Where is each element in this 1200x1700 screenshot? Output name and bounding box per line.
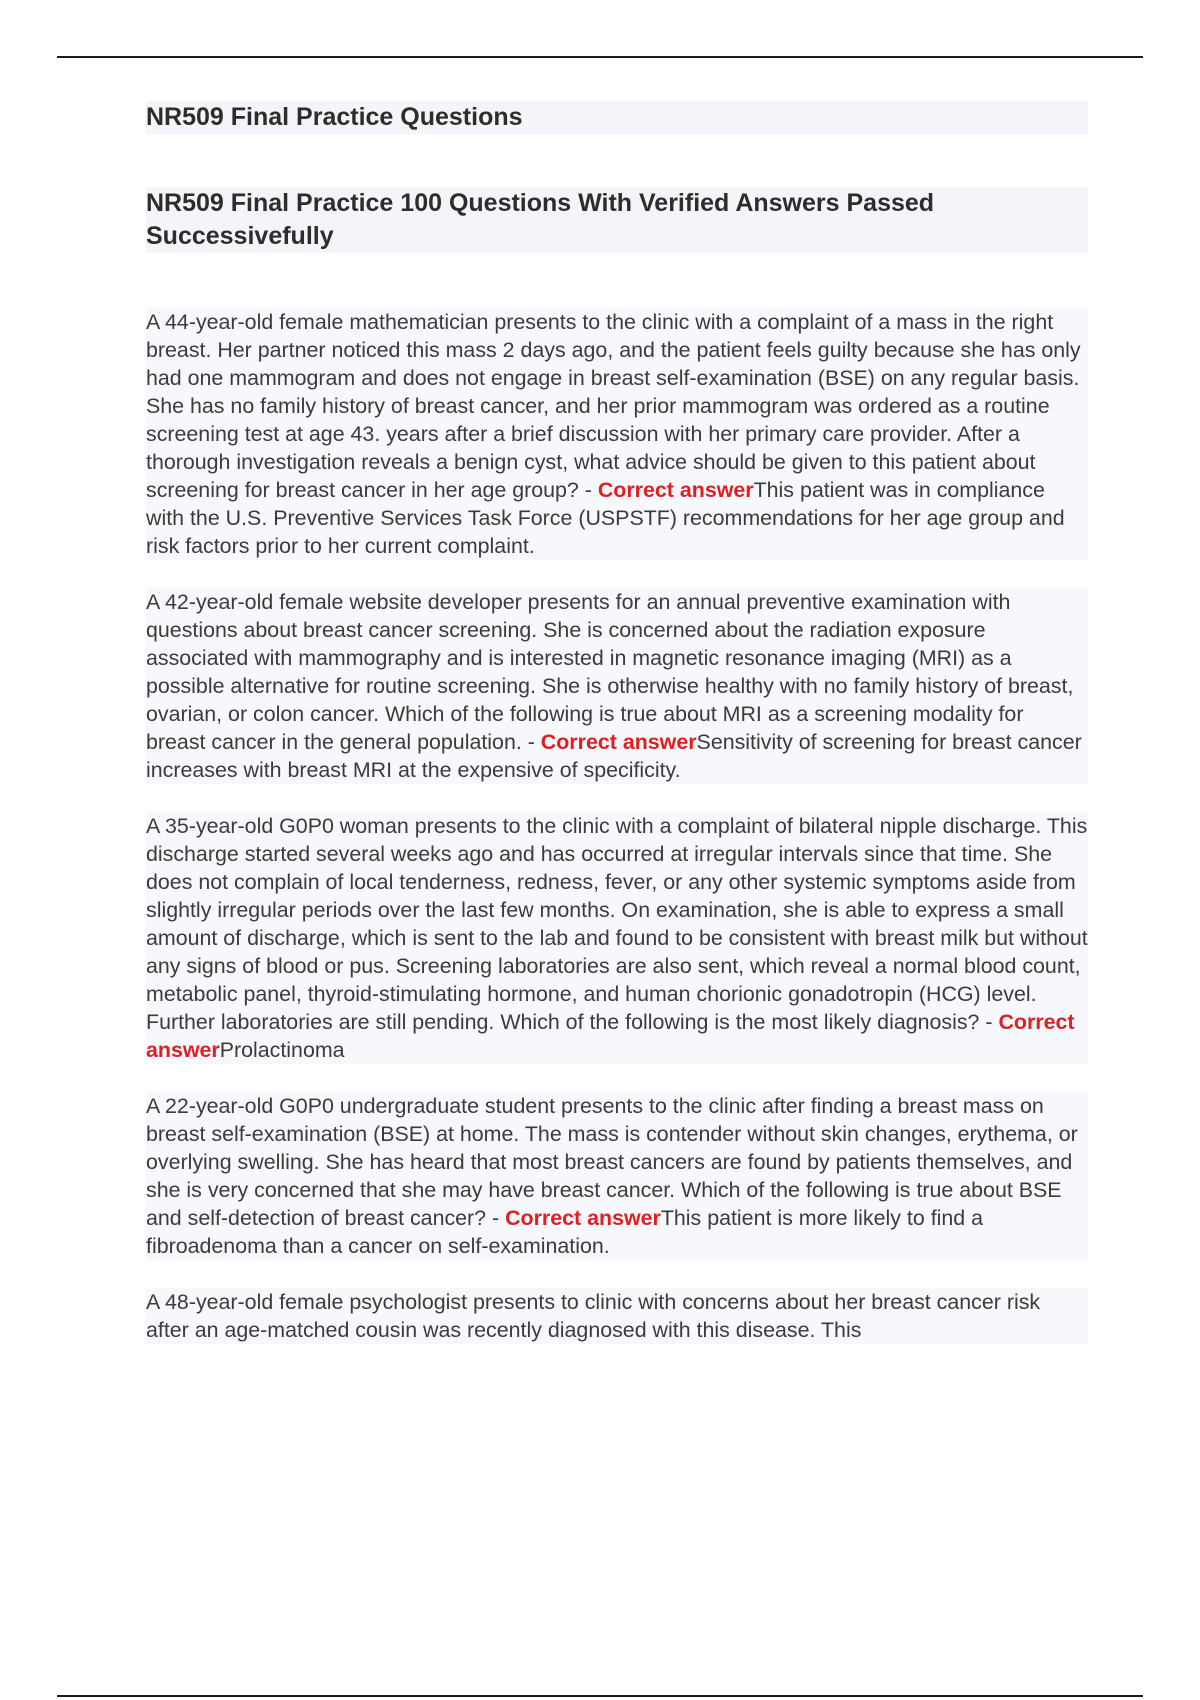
footer-rule (57, 1695, 1143, 1697)
question-list (146, 308, 1088, 1344)
question-item (146, 588, 1088, 784)
answer-text: This patient is more likely to find a fibroadenoma than a cancer on self-examination. (146, 1206, 984, 1258)
question-item (146, 812, 1088, 1064)
correct-answer-label: Correct answer (505, 1206, 661, 1230)
correct-answer-label: Correct answer (146, 1010, 1075, 1062)
question-item (146, 1288, 1088, 1344)
question-item (146, 308, 1088, 560)
answer-text: Sensitivity of screening for breast cancer increases with breast MRI at the expensive of specificity. (146, 730, 1082, 782)
correct-answer-label: Correct answer (597, 478, 754, 502)
question-text: A 44-year-old female mathematician presents to the clinic with a complaint of a mass in the right breast. Her partner noticed this mass 2 days ago, and the patient feels guilty because she has only had one mammogram and does not engage in breast self-examination (BSE) on any regular basis. She has no family history of breast cancer, and her prior mammogram was ordered as a routine screening test at age 43. years after a brief discussion with her primary care provider. After a thorough investigation reveals a benign cyst, what advice should be given to this patient about screening for breast cancer in her age group? - (146, 310, 1081, 502)
document-body (146, 101, 1088, 1372)
correct-answer-label: Correct answer (540, 730, 697, 754)
answer-text: Prolactinoma (219, 1038, 345, 1062)
question-text: A 48-year-old female psychologist presents to clinic with concerns about her breast cancer risk after an age-matched cousin was recently diagnosed with this disease. This (146, 1290, 1041, 1342)
question-text: A 35-year-old G0P0 woman presents to the clinic with a complaint of bilateral nipple discharge. This discharge started several weeks ago and has occurred at irregular intervals since that time. She does not complain of local tenderness, redness, fever, or any other systemic symptoms aside from slightly irregular periods over the last few months. On examination, she is able to express a small amount of discharge, which is sent to the lab and found to be consistent with breast milk but without any signs of blood or pus. Screening laboratories are also sent, which reveal a normal blood count, metabolic panel, thyroid-stimulating hormone, and human chorionic gonadotropin (HCG) level. Further laboratories are still pending. Which of the following is the most likely diagnosis? - (146, 814, 1088, 1034)
question-text: A 22-year-old G0P0 undergraduate student presents to the clinic after finding a breast mass on breast self-examination (BSE) at home. The mass is contender without skin changes, erythema, or overlying swelling. She has heard that most breast cancers are found by patients themselves, and she is very concerned that she may have breast cancer. Which of the following is true about BSE and self-detection of breast cancer? - (146, 1094, 1078, 1230)
header-rule (57, 56, 1143, 58)
question-text: A 42-year-old female website developer presents for an annual preventive examination with questions about breast cancer screening. She is concerned about the radiation exposure associated with mammography and is interested in magnetic resonance imaging (MRI) as a possible alternative for routine screening. She is otherwise healthy with no family history of breast, ovarian, or colon cancer. Which of the following is true about MRI as a screening modality for breast cancer in the general population. - (146, 590, 1074, 754)
question-item (146, 1092, 1088, 1260)
document-title: NR509 Final Practice Questions (146, 101, 1088, 134)
document-subtitle: NR509 Final Practice 100 Questions With Verified Answers Passed Successivefully (146, 187, 1088, 253)
answer-text: This patient was in compliance with the U.S. Preventive Services Task Force (USPSTF) recommendations for her age group and risk factors prior to her current complaint. (146, 478, 1065, 558)
